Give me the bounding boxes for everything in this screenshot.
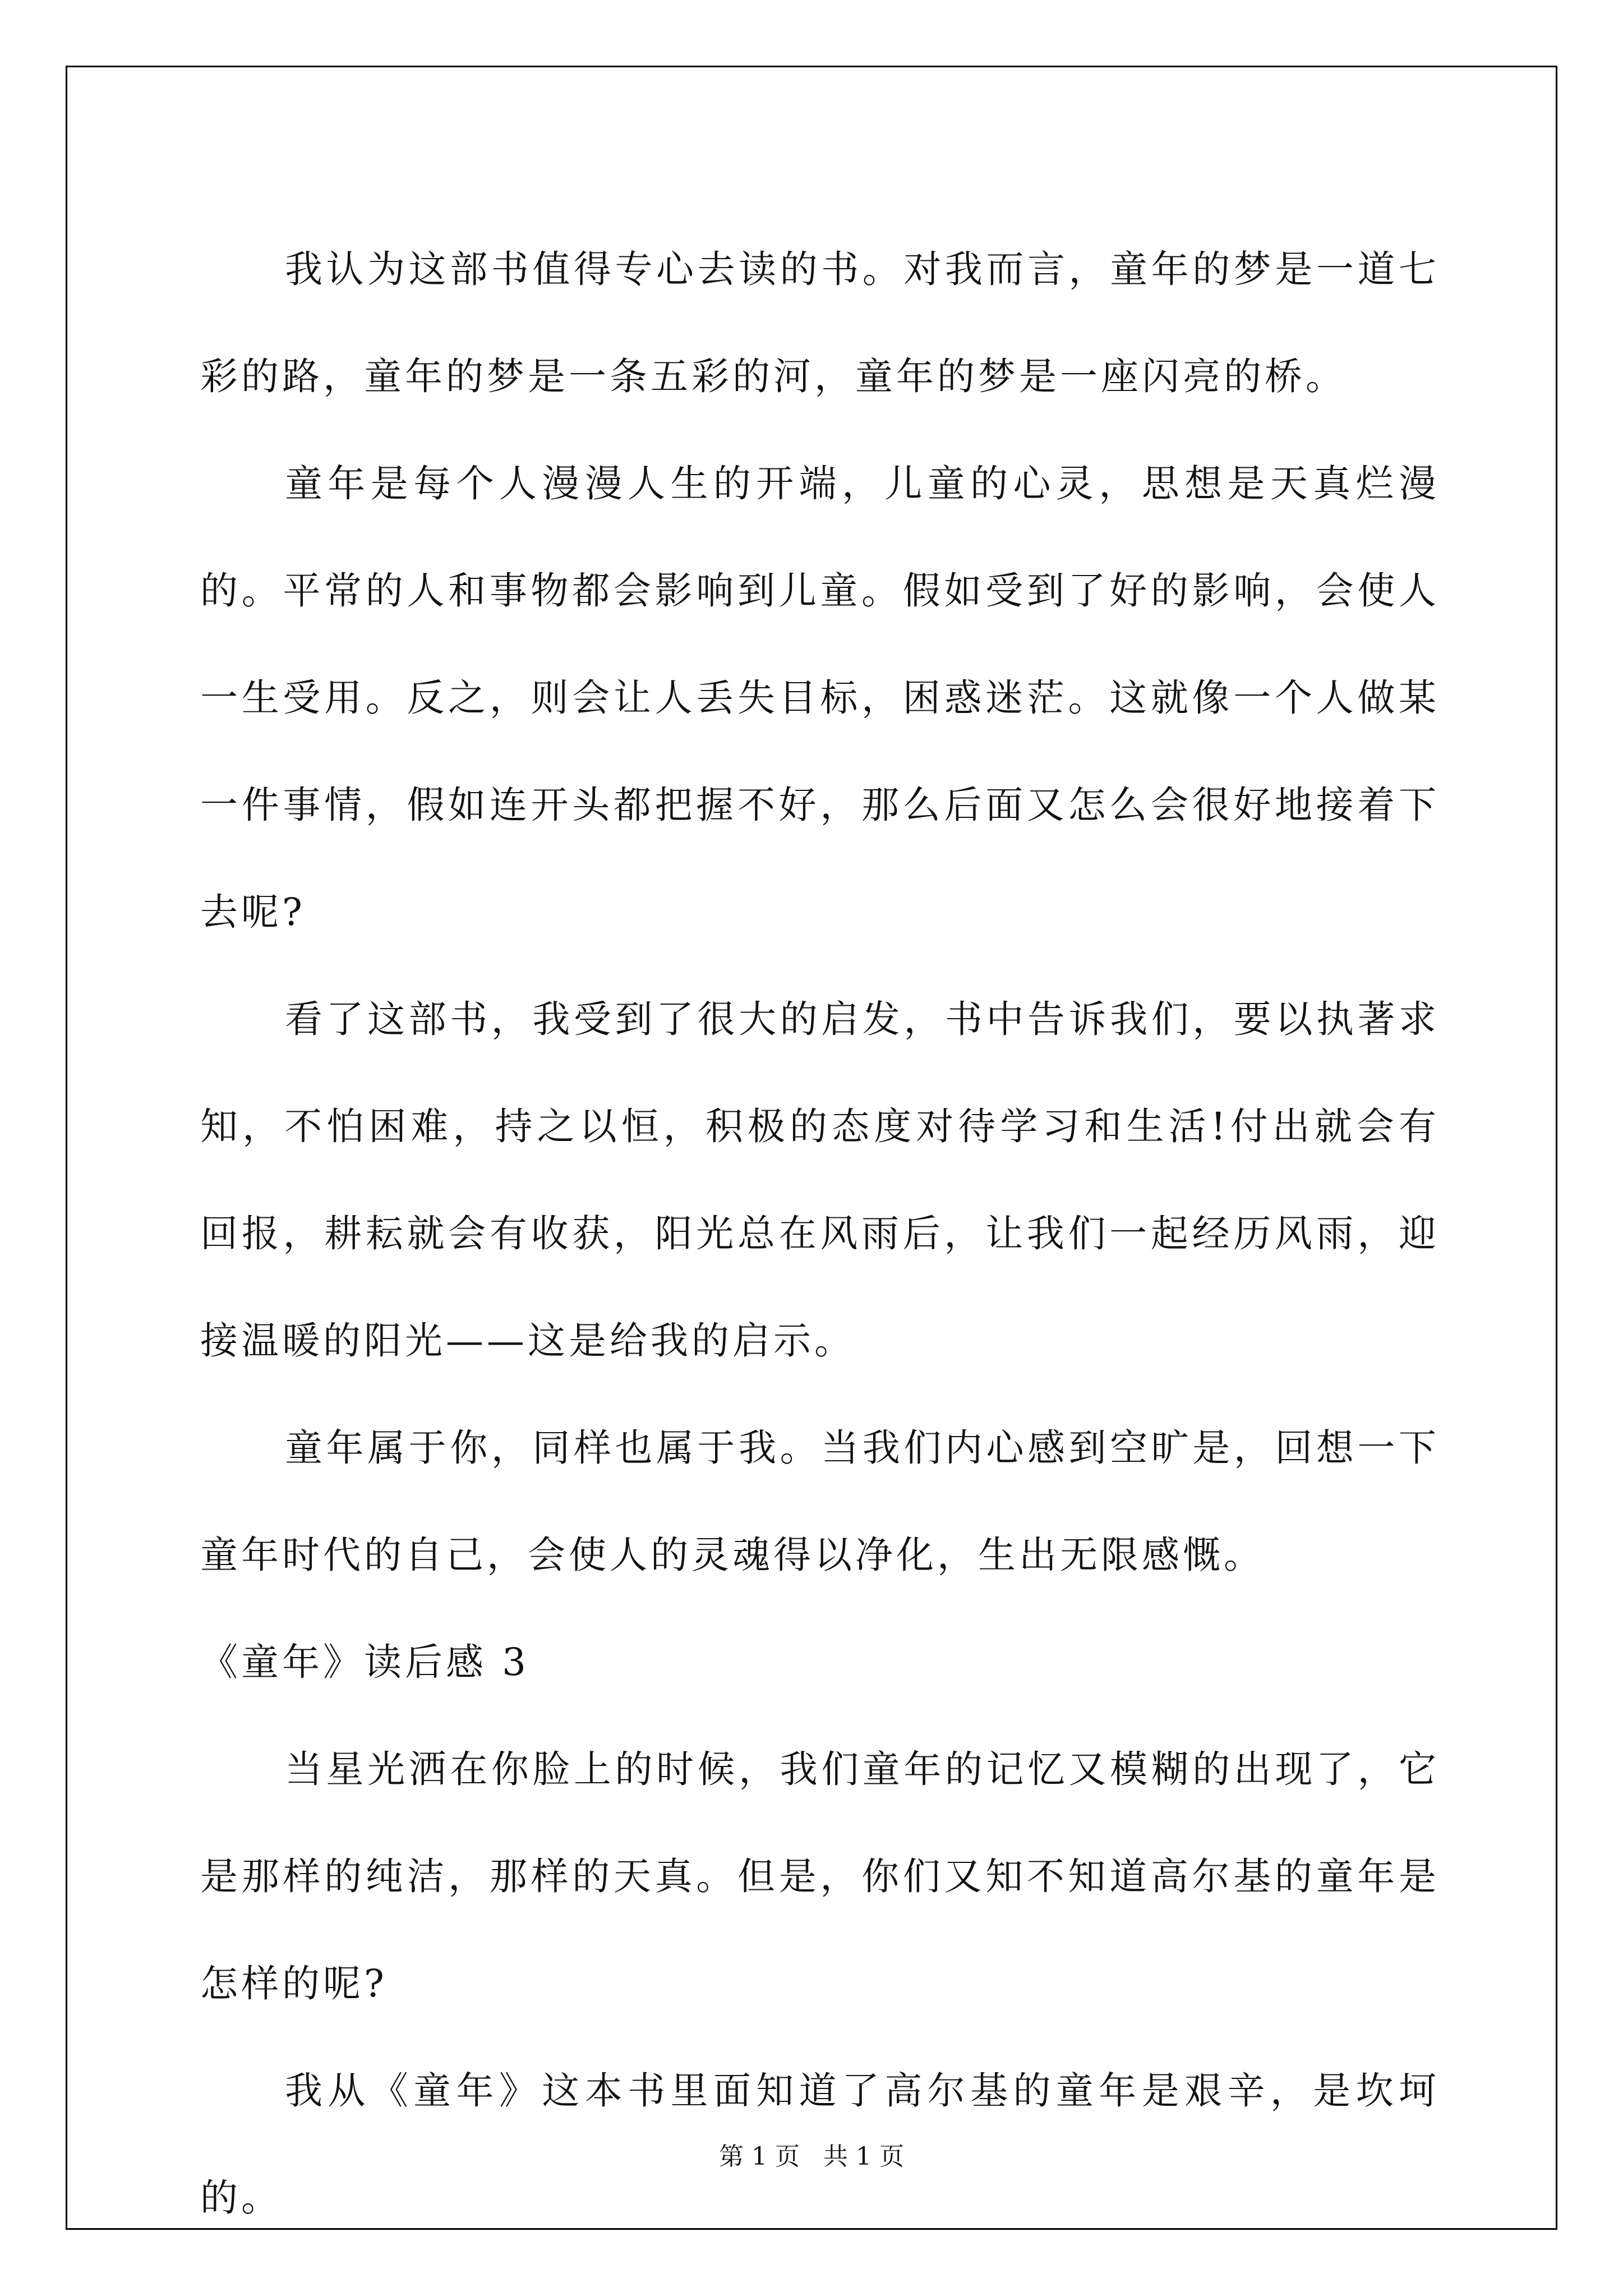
paragraph: 当星光洒在你脸上的时候，我们童年的记忆又模糊的出现了，它是那样的纯洁，那样的天真。但是，你们又知不知道高尔基的童年是怎样的呢? [200, 1747, 1440, 2005]
paragraph: 童年属于你，同样也属于我。当我们内心感到空旷是，回想一下童年时代的自己，会使人的灵魂得以净化，生出无限感慨。 [200, 1426, 1440, 1577]
paragraph: 童年是每个人漫漫人生的开端，儿童的心灵，思想是天真烂漫的。平常的人和事物都会影响到儿童。假如受到了好的影响，会使人一生受用。反之，则会让人丢失目标，困惑迷茫。这就像一个人做某一件事情，假如连开头都把握不好，那么后面又怎么会很好地接着下去呢? [200, 462, 1440, 934]
page-number: 第 1 页 [719, 2142, 800, 2171]
section-heading: 《童年》读后感 3 [200, 1640, 529, 1684]
page-footer [0, 2136, 1623, 2172]
paragraph: 我认为这部书值得专心去读的书。对我而言，童年的梦是一道七彩的路，童年的梦是一条五彩的河，童年的梦是一座闪亮的桥。 [200, 247, 1440, 398]
paragraph: 我从《童年》这本书里面知道了高尔基的童年是艰辛，是坎坷的。 [200, 2069, 1440, 2220]
page-total: 共 1 页 [823, 2142, 904, 2171]
paragraph: 看了这部书，我受到了很大的启发，书中告诉我们，要以执著求知，不怕困难，持之以恒，积极的态度对待学习和生活!付出就会有回报，耕耘就会有收获，阳光总在风雨后，让我们一起经历风雨，迎接温暖的阳光——这是给我的启示。 [200, 997, 1440, 1363]
document-body [200, 216, 1440, 2252]
